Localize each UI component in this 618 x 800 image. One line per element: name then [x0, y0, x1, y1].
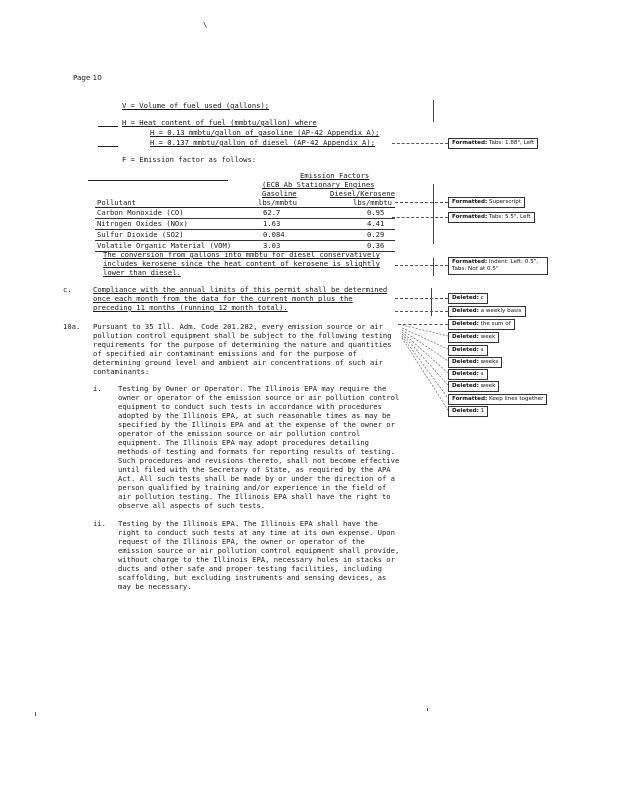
comment-balloon[interactable]: Deleted: week	[448, 332, 499, 343]
pollutant-cell: Carbon Monoxide (CO)	[97, 208, 184, 217]
scan-speck	[35, 712, 36, 716]
gasoline-cell: 62.7	[263, 208, 281, 217]
comment-balloon[interactable]: Deleted: weeks	[448, 357, 502, 368]
top-mark: \	[203, 20, 208, 29]
comment-connector	[392, 217, 448, 218]
item-10a-text: Pursuant to 35 Ill. Adm. Code 201.282, every emission source or air pollution control equipment shall be subject to the following testing requirements for the purpose of determining the nature and quantities of specified air contaminant emissions and for the purpose of determining ground level and ambient air concentrations of such air contaminants:	[93, 322, 392, 376]
sub-ii-label: ii.	[93, 519, 106, 528]
change-bar	[433, 184, 434, 244]
comment-balloon[interactable]: Deleted: s	[448, 345, 488, 356]
def-heat-content: H = Heat content of fuel (mmbtu/gallon) where	[122, 118, 317, 127]
sub-i-text: Testing by Owner or Operator. The Illinois EPA may require the owner or operator of the emission source or air pollution control equipment to conduct such tests in accordance with procedures adopted by the Illinois EPA, at such reasonable times as may be specified by the Illinois EPA and at the expense of the owner or operator of the emission source or air pollution control equipment. The Illinois EPA may adopt procedures detailing methods of testing and formats for reporting results of testing. Such procedures and revisions thereto, shall not become effective until filed with the Secretary of State, as required by the APA Act. All such tests shall be made by or under the direction of a person qualified by training and/or experience in the field of air pollution testing. The Illinois EPA shall have the right to observe all aspects of such tests.	[118, 384, 400, 510]
comment-connector	[395, 265, 448, 266]
diesel-cell: 0.36	[367, 241, 385, 250]
gasoline-cell: 1.63	[263, 219, 281, 228]
item-c-text: Compliance with the annual limits of this permit shall be determined once each month from the data for the current month plus the preceding 11 months (running 12 month total).	[93, 285, 388, 312]
emission-table	[95, 208, 395, 252]
sub-ii-text: Testing by the Illinois EPA. The Illinois EPA shall have the right to conduct such tests at any time at its own expense. Upon request of the Illinois EPA, the owner or operator of the emission source or air pollution control equipment shall provide, without charge to the Illinois EPA, necessary holes in stacks or ducts and other safe and proper testing facilities, including scaffolding, but excluding instruments and sensing devices, as may be necessary.	[118, 519, 400, 591]
sub-i-label: i.	[93, 384, 102, 393]
comment-balloon[interactable]: Formatted: Indent: Left: 0.5", Tabs: Not at 0.5"	[448, 257, 548, 275]
rule-line	[98, 146, 118, 147]
diesel-cell: 0.29	[367, 230, 385, 239]
table-head-gas-unit: lbs/mmbtu	[258, 198, 297, 207]
table-col-gasoline: Gasoline	[262, 189, 297, 198]
comment-connector	[395, 298, 448, 299]
scan-speck	[427, 708, 428, 711]
table-head-pollutant: Pollutant	[97, 198, 136, 207]
def-volume: V = Volume of fuel used (gallons);	[122, 101, 270, 110]
change-bar	[433, 258, 434, 276]
comment-connector	[395, 202, 448, 203]
table-row	[95, 208, 395, 219]
comment-balloon[interactable]: Deleted: a weekly basis	[448, 306, 526, 317]
item-10a-label: 10a.	[63, 322, 81, 331]
comment-balloon[interactable]: Formatted: Tabs: 5.5", Left	[448, 212, 535, 223]
table-row	[95, 219, 395, 230]
conversion-note: The conversion from gallons into mmbtu for diesel conservatively includes kerosene since the heat content of kerosene is slightly lower than diesel.	[103, 250, 380, 277]
comment-balloon[interactable]: Deleted: c	[448, 293, 488, 304]
table-col-diesel: Diesel/Kerosene	[330, 189, 395, 198]
comment-balloon[interactable]: Deleted: week	[448, 381, 499, 392]
def-heat-diesel: H = 0.137 mmbtu/gallon of diesel (AP-42 Appendix A);	[150, 138, 376, 147]
pollutant-cell: Sulfur Dioxide (SO2)	[97, 230, 184, 239]
comment-balloon[interactable]: Deleted: 1	[448, 406, 488, 417]
comment-balloon[interactable]: Deleted: s	[448, 369, 488, 380]
comment-balloon[interactable]: Deleted: the sum of	[448, 319, 515, 330]
comment-balloon[interactable]: Formatted: Tabs: 1.88", Left	[448, 138, 538, 149]
page-number: Page 10	[73, 73, 102, 82]
item-c-label: c.	[63, 285, 72, 294]
comment-connector	[395, 311, 448, 312]
table-subtitle: (ECB Ab Stationary Engines	[262, 180, 375, 189]
diesel-cell: 0.95	[367, 208, 385, 217]
comment-balloon[interactable]: Formatted: Superscript	[448, 197, 525, 208]
table-head-diesel-unit: lbs/mmbtu	[353, 198, 392, 207]
comment-connector-fan	[400, 320, 450, 415]
def-heat-gasoline: H = 0.13 mmbtu/gallon of gasoline (AP-42 Appendix A);	[150, 128, 380, 137]
rule-line	[98, 126, 118, 127]
diesel-cell: 4.41	[367, 219, 385, 228]
gasoline-cell: 3.03	[263, 241, 281, 250]
table-title: Emission Factors	[300, 171, 370, 180]
comment-connector	[392, 143, 448, 144]
table-rule	[88, 180, 228, 181]
def-emission-factor: F = Emission factor as follows:	[122, 155, 257, 164]
pollutant-cell: Volatile Organic Material (VOM)	[97, 241, 232, 250]
change-bar	[433, 100, 434, 122]
gasoline-cell: 0.084	[263, 230, 285, 239]
table-row	[95, 230, 395, 241]
pollutant-cell: Nitrogen Oxides (NOx)	[97, 219, 188, 228]
comment-balloon[interactable]: Formatted: Keep lines together	[448, 394, 547, 405]
